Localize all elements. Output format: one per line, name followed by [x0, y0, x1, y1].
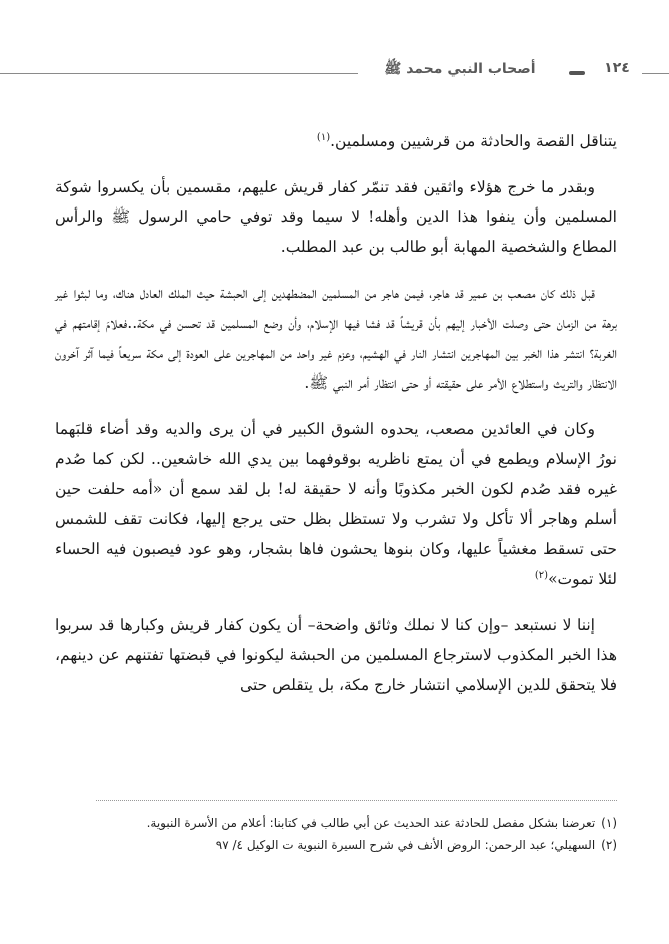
header-rule	[0, 73, 358, 74]
paragraph: وبقدر ما خرج هؤلاء واثقين فقد تنمّر كفار قريش عليهم، مقسمين بأن يكسروا شوكة المسلمين وأن ينفوا هذا الدين وأهله! لا سيما وقد توفي حامي الرسول ﷺ والرأس المطاع والشخصية المهابة أبو طالب بن عبد المطلب.	[55, 178, 617, 256]
running-header	[0, 60, 669, 90]
footnote-number: (١)	[601, 816, 617, 830]
footnote-ref: (٢)	[534, 569, 549, 581]
footnote	[55, 812, 617, 834]
paragraph: إننا لا نستبعد –وإن كنا لا نملك وثائق واضحة– أن يكون كفار قريش وكبارها قد سربوا هذا الخبر المكذوب لاسترجاع المسلمين من الحبشة ليكونوا في قبضتها تفتنهم عن دينهم، فلا يتحقق للدين الإسلامي انتشار خارج مكة، بل يتقلص حتى	[55, 616, 617, 694]
footnote-separator	[96, 800, 617, 801]
footnote-number: (٢)	[601, 838, 617, 852]
footnote-text: تعرضنا بشكل مفصل للحادثة عند الحديث عن أبي طالب في كتابنا: أعلام من الأسرة النبوية.	[146, 816, 596, 830]
footnote	[55, 834, 617, 856]
book-title: أصحاب النبي محمد ﷺ	[384, 61, 536, 77]
paragraph: يتناقل القصة والحادثة من قرشيين ومسلمين.$^{(١)}$	[316, 131, 617, 150]
footnotes	[55, 812, 617, 856]
footnote-ref: (١)	[316, 131, 331, 143]
footnote-text: السهيلي؛ عبد الرحمن: الروض الأنف في شرح السيرة النبوية ت الوكيل ٤/ ٩٧	[215, 838, 596, 852]
paragraph: قبل ذلك كان مصعب بن عمير قد هاجر، فيمن هاجر من المسلمين المضطهدين إلى الحبشة حيث الملك العادل هناك، وما لبثوا غير برهة من الزمان حتى وصلت الأخبار إليهم بأن قريشاً قد فشا فيها الإسلام، وأن وضع المسلمين قد تحسن في مكة..فعلامَ إقامتهم في الغربة؟ انتشر هذا الخبر بين المهاجرين انتشار النار في الهشيم، وعزم غير واحد من المهاجرين على العودة إلى مكة سريعاً فيما آثر آخرون الانتظار والتريث واستطلاع الأمر على حقيقته أو حتى انتظار أمر النبي ﷺ.	[55, 284, 617, 392]
page-number: ١٢٤	[604, 60, 630, 76]
header-rule-right	[642, 73, 669, 74]
paragraph: وكان في العائدين مصعب، يحدوه الشوق الكبير في أن يرى والديه وقد أضاء قلبَهما نورُ الإسلام ويطمع في أن يمتع ناظريه بوقوفهما بين يدي الله خاشعين.. لكن كما صُدم غيره فقد صُدم لكون الخبر مكذوبًا وأنه لا حقيقة له! بل لقد سمع أن «أمه حلفت حين أسلم وهاجر ألا تأكل ولا تشرب ولا تستظل بظل حتى يرجع إليها، فكانت تقف للشمس حتى تسقط مغشياً عليها، وكان بنوها يحشون فاها بشجار، وهو عود فيصبون فيه الحساء لئلا تموت»$^{(٢)}$	[55, 420, 617, 588]
header-dash	[569, 71, 585, 75]
main-text	[55, 126, 617, 700]
